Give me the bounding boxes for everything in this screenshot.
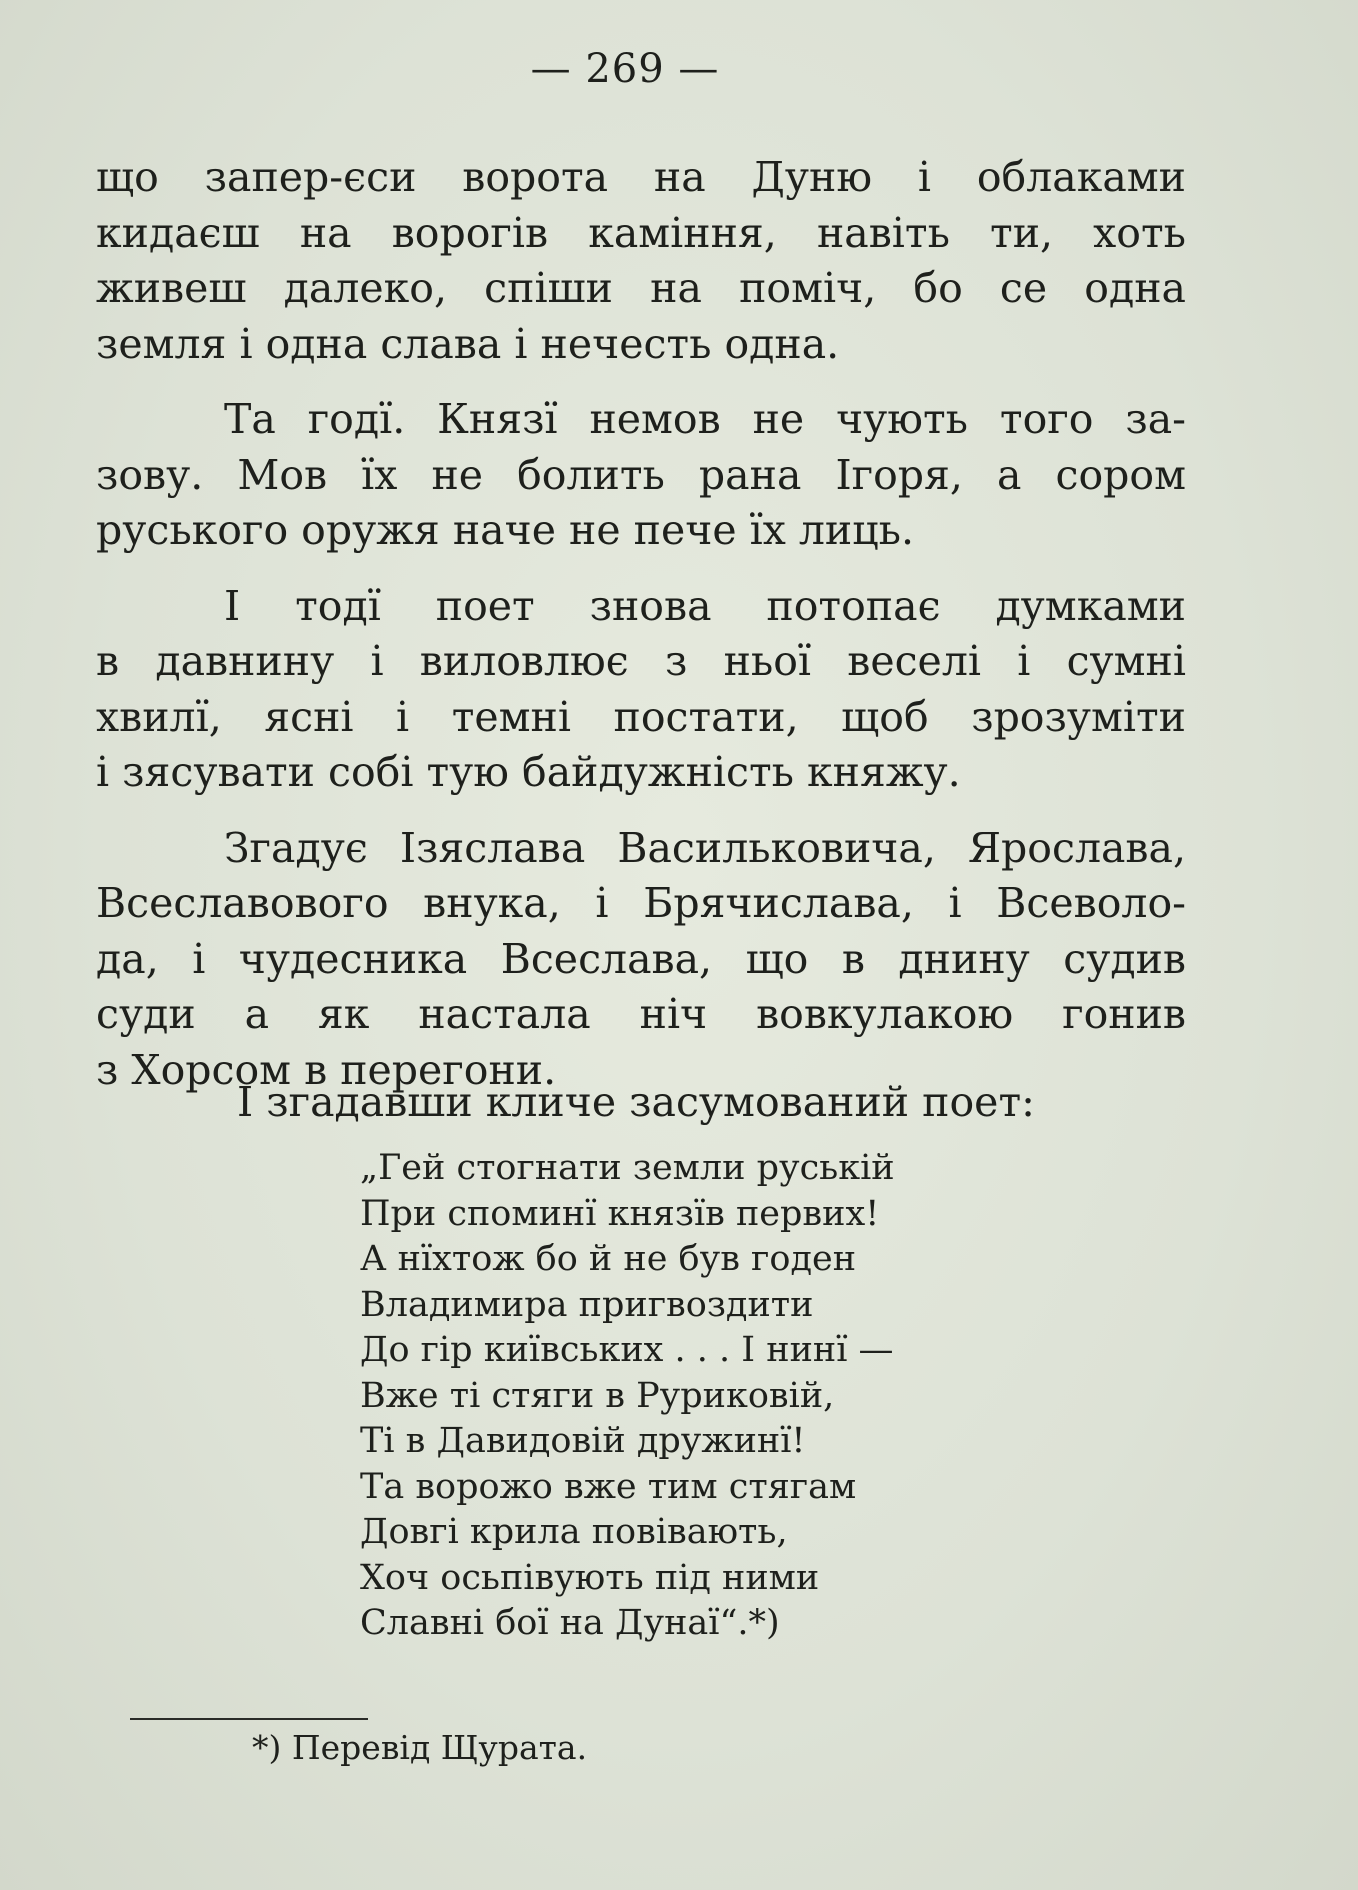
- body-text: [96, 150, 1186, 1118]
- text-line: кидаєш на ворогів каміння, навіть ти, хоть: [96, 208, 1186, 257]
- paragraph-3: [96, 579, 1186, 801]
- verse-line: Владимира пригвоздити: [360, 1284, 814, 1325]
- text-line: да, і чудесника Всеслава, що в днину судив: [96, 934, 1186, 983]
- verse-line: Вже ті стяги в Руриковій,: [360, 1375, 835, 1416]
- verse-line: До гір київських . . . І нинї —: [360, 1330, 894, 1370]
- paragraph-4: [96, 821, 1186, 1099]
- text-line: зову. Мов їх не болить рана Ігоря, а сором: [96, 450, 1186, 499]
- text-line: що запер-єси ворота на Дуню і облаками: [96, 153, 1186, 201]
- text-line: І тодї поет знова потопає думками: [224, 581, 1186, 630]
- footnote-divider: [130, 1718, 368, 1720]
- paragraph-2: [96, 392, 1186, 559]
- verse-line: „Гей стогнати земли руській: [360, 1148, 895, 1188]
- paragraph-1: [96, 150, 1186, 372]
- text-line: і зясувати собі тую байдужність княжу.: [96, 748, 961, 796]
- text-line: Та годї. Князї немов не чують того за-: [224, 395, 1186, 443]
- text-line: хвилї, ясні і темні постати, щоб зрозуміти: [96, 692, 1186, 741]
- verse-line: Славні бої на Дунаї“.*): [360, 1603, 780, 1643]
- verse-line: Та ворожо вже тим стягам: [360, 1466, 857, 1507]
- verse-line: Хоч осьпівують під ними: [360, 1557, 820, 1598]
- page-number: — 269 —: [530, 46, 720, 92]
- text-line: з Хорсом в перегони.: [96, 1045, 557, 1094]
- verse-block: [360, 1146, 895, 1647]
- verse-line: Довгі крила повівають,: [360, 1512, 788, 1552]
- text-line: суди а як настала ніч вовкулакою гонив: [96, 990, 1186, 1038]
- text-line: Всеславового внука, і Брячислава, і Всеволо-: [96, 879, 1186, 927]
- text-line: в давнину і виловлює з ньої веселі і сумні: [96, 637, 1186, 685]
- footnote: *) Перевід Щурата.: [252, 1728, 588, 1767]
- text-line: руського оружя наче не пече їх лиць.: [96, 506, 914, 554]
- verse-line: А нїхтож бо й не був годен: [360, 1239, 857, 1279]
- text-line: живеш далеко, спіши на поміч, бо се одна: [96, 264, 1186, 312]
- text-line: земля і одна слава і нечесть одна.: [96, 319, 840, 368]
- verse-line: Ті в Давидовій дружинї!: [360, 1421, 806, 1461]
- verse-intro: І згадавши кличе засумований поет:: [237, 1078, 1035, 1126]
- text-line: Згадує Ізяслава Васильковича, Ярослава,: [224, 823, 1186, 872]
- verse-line: При споминї князїв первих!: [360, 1193, 880, 1234]
